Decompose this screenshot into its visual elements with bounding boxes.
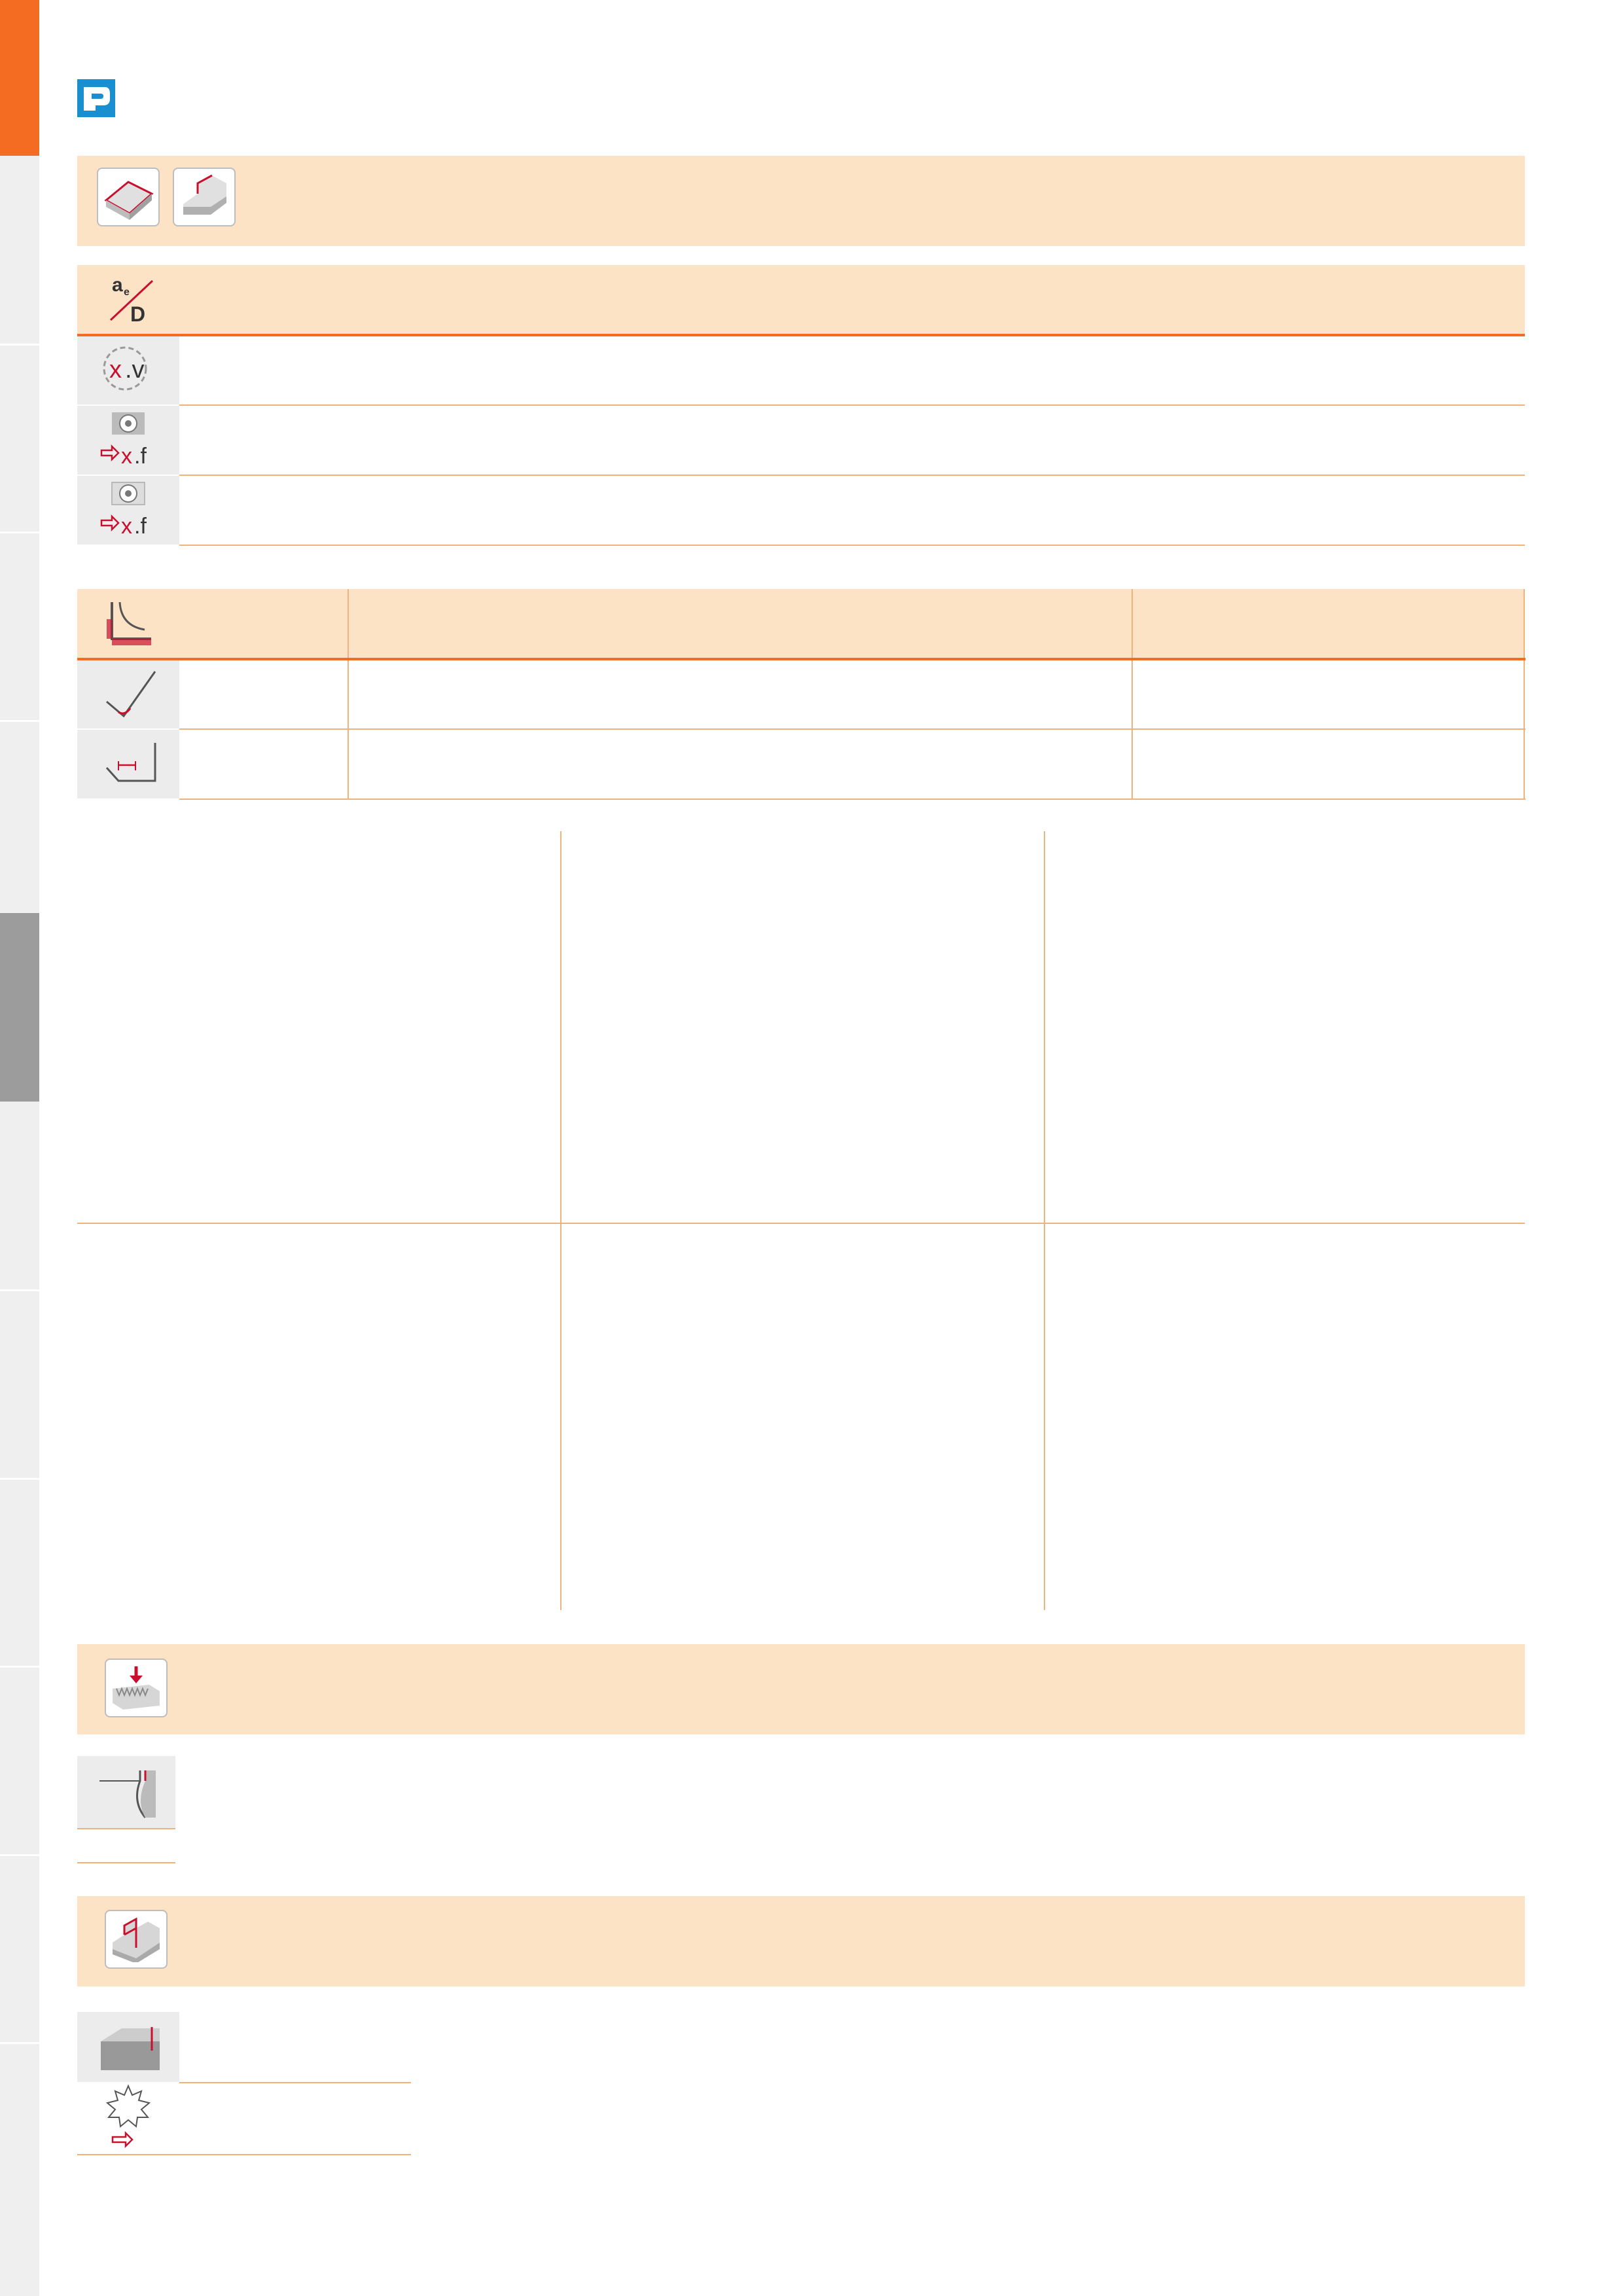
svg-text:D: D [130,302,146,325]
feed-star-icon [77,2083,179,2155]
table-row-speed-factor [77,335,1525,405]
group-lnmu-r [1132,589,1524,659]
svg-text:.f: .f [134,443,147,467]
face-turning-icon [97,168,160,226]
ae-value [948,265,1044,335]
slotting-table [77,2012,411,2155]
ae-value [468,265,564,335]
corner-radius-icon [77,659,179,729]
svg-text:a: a [112,274,123,296]
table-header-row [77,265,1525,335]
max-depth-value [77,1828,175,1863]
shoulder-turning-icon [173,168,236,226]
svg-text:e: e [124,286,130,298]
ae-value [852,265,948,335]
correction-factor-table [77,265,1525,546]
plunging-icon [105,1659,168,1717]
pramet-logo-icon [77,79,115,117]
svg-text:x: x [121,513,132,537]
slot-ap-row [77,2012,411,2083]
ae-value [563,265,660,335]
ae-value [372,265,468,335]
ae-value [1332,265,1429,335]
group-lnmu-m [348,589,1132,659]
operation-banner-slotting [77,1896,1525,1986]
side-tab-section [0,913,39,1102]
radius-row [77,659,1525,729]
ae-value [756,265,852,335]
ae-value [1140,265,1236,335]
land-width-row [77,729,1525,799]
ae-value [1044,265,1141,335]
svg-text:x: x [109,356,122,384]
ae-value [276,265,372,335]
table-row-feed-factor [77,405,1525,475]
land-width-icon [77,729,179,799]
max-depth-icon [77,1756,175,1828]
svg-text:.f: .f [134,513,147,537]
speed-factor-icon [77,335,179,405]
insert-header-row [77,589,1525,659]
svg-text:.v: .v [125,356,145,384]
chipbreaker-icon [77,589,179,659]
operation-banner-plunging [77,1644,1525,1734]
ap-depth-icon [77,2012,179,2083]
group-lngu-fa [1524,589,1525,659]
svg-text:x: x [121,443,132,467]
feed-factor-alt-icon [77,475,179,545]
insert-geometry-table [77,589,1525,800]
ae-value [1236,265,1332,335]
table-row-feed-factor-alt [77,475,1525,545]
slotting-icon [105,1910,168,1969]
ae-over-d-icon [77,265,179,335]
ae-value [660,265,756,335]
group-lnmu-f [179,589,348,659]
ae-value [1429,265,1525,335]
slot-feed-row [77,2083,411,2155]
feed-factor-icon [77,405,179,475]
pramet-logo [77,77,119,119]
side-tab-active [0,0,39,156]
operation-banner-turning [77,156,1525,246]
ae-value [179,265,276,335]
